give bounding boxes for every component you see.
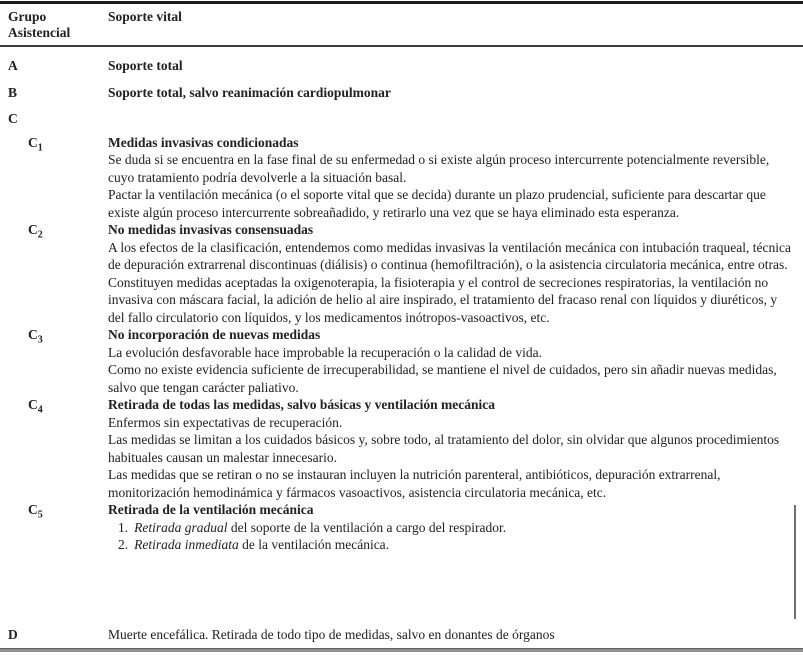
- table-row-d: [8, 626, 795, 644]
- row-c1-paragraph-2: Pactar la ventilación mecánica (o el soporte vital que se decida) durante un plazo prudencial, suficiente para descartar que existe algún proceso intercurrente sobreañadido, y retirarlo una vez que se haya eliminado esta esperanza.: [108, 187, 766, 220]
- table-bottom-rule: [0, 648, 803, 652]
- row-label-a: A: [8, 58, 18, 73]
- header-col1-line2: Asistencial: [8, 25, 71, 40]
- table-row-c: [8, 110, 795, 128]
- table-row-c3: [8, 326, 795, 396]
- row-label-c2: $C_2$: [28, 222, 43, 241]
- row-c2-paragraph-1: A los efectos de la clasificación, entendemos como medidas invasivas la ventilación mecánica con intubación traqueal, técnica de depuración extrarrenal discontinuas (diálisis) o continua (hemofiltración), o la asistencia circulatoria mecánica, entre otras. Constituyen medidas aceptadas la oxigenoterapia, la fisioterapia y el control de secreciones respiratorias, la ventilación no invasiva con máscara facial, la adición de helio al aire inspirado, el tratamiento del fracaso renal con líquidos y diuréticos, y del fallo circulatorio con líquidos, y los medicamentos inótropos-vasoactivos, etc.: [108, 239, 791, 325]
- row-c5-list-item-1: 1. Retirada gradual del soporte de la ventilación a cargo del respirador.: [118, 519, 507, 535]
- table-header: [8, 0, 795, 41]
- table-row-c5: [8, 501, 795, 554]
- row-c4-paragraph-2: Las medidas se limitan a los cuidados básicos y, sobre todo, al tratamiento del dolor, sin olvidar que algunos procedimientos habituales causan un malestar innecesario.: [108, 432, 780, 465]
- row-c5-heading: Retirada de la ventilación mecánica: [108, 502, 314, 517]
- row-d-text: Muerte encefálica. Retirada de todo tipo de medidas, salvo en donantes de órganos: [108, 627, 555, 642]
- table-row-c2: [8, 221, 795, 326]
- table-row-b: [8, 84, 795, 102]
- row-c5-list-item-2: 2. Retirada inmediata de la ventilación mecánica.: [118, 537, 390, 552]
- row-c1-heading: Medidas invasivas condicionadas: [108, 134, 299, 150]
- row-label-b: B: [8, 84, 18, 100]
- row-label-c3: $C_3$: [28, 327, 43, 346]
- row-c4-heading: Retirada de todas las medidas, salvo básicas y ventilación mecánica: [108, 397, 495, 412]
- row-label-c4: $C_4$: [28, 397, 43, 416]
- table-row-a: [8, 57, 795, 75]
- header-col1-line1: Grupo: [8, 9, 47, 24]
- row-c4-paragraph-3: Las medidas que se retiran o no se instauran incluyen la nutrición parenteral, antibióticos, depuración extrarrenal, monitorización hemodinámica y fármacos vasoactivos, asistencia circulatoria mecánica, etc.: [108, 467, 721, 500]
- row-label-c: C: [8, 111, 18, 126]
- header-soporte-vital: Soporte vital: [108, 9, 182, 24]
- row-label-c1: $C_1$: [28, 134, 43, 154]
- row-b-text: Soporte total, salvo reanimación cardiopulmonar: [108, 84, 391, 100]
- row-a-text: Soporte total: [108, 58, 183, 73]
- table-row-c1: [8, 134, 795, 222]
- row-label-d: D: [8, 627, 18, 642]
- row-label-c5: $C_5$: [28, 502, 43, 521]
- row-c1-paragraph-1: Se duda si se encuentra en la fase final de su enfermedad o si existe algún proceso intercurrente potencialmente reversible, cuyo tratamiento podría devolverle a la situación basal.: [108, 152, 770, 185]
- row-c4-paragraph-1: Enfermos sin expectativas de recuperación.: [108, 414, 343, 430]
- table-row-c4: [8, 396, 795, 501]
- row-c2-heading: No medidas invasivas consensuadas: [108, 222, 314, 237]
- row-c3-paragraph-1: La evolución desfavorable hace improbable la recuperación o la calidad de vida.: [108, 344, 543, 360]
- row-c3-heading: No incorporación de nuevas medidas: [108, 327, 321, 342]
- header-grupo-asistencial: [8, 9, 108, 41]
- row-c3-paragraph-2: Como no existe evidencia suficiente de irrecuperabilidad, se mantiene el nivel de cuidados, pero sin añadir nuevas medidas, salvo que tengan carácter paliativo.: [108, 362, 777, 395]
